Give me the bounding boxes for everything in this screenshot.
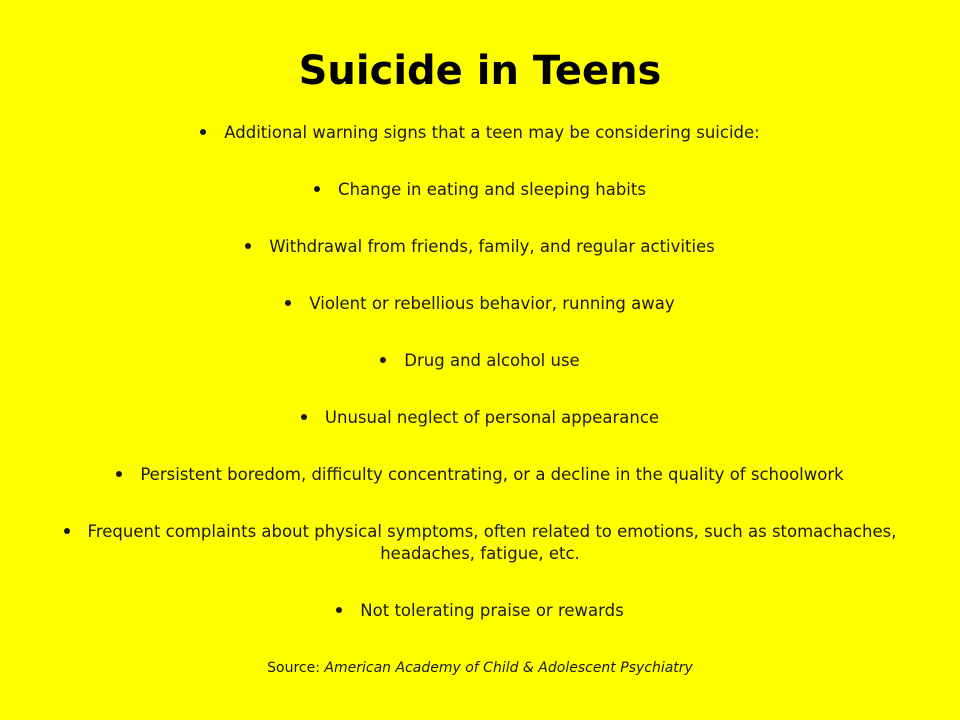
bullet-text: Persistent boredom, difficulty concentrating, or a decline in the quality of schoolwork xyxy=(140,465,844,484)
bullet-dot-icon xyxy=(380,357,386,363)
bullet-item xyxy=(0,179,960,201)
bullet-item xyxy=(0,464,960,486)
source-label: Source: xyxy=(267,660,320,676)
bullet-text: Violent or rebellious behavior, running away xyxy=(309,294,675,313)
bullet-text: Change in eating and sleeping habits xyxy=(338,180,646,199)
bullet-item xyxy=(0,600,960,622)
bullet-dot-icon xyxy=(314,186,320,192)
bullet-dot-icon xyxy=(245,243,251,249)
bullet-text: Withdrawal from friends, family, and regular activities xyxy=(269,237,715,256)
bullet-dot-icon xyxy=(336,607,342,613)
bullet-dot-icon xyxy=(301,414,307,420)
bullet-item xyxy=(0,407,960,429)
bullet-item xyxy=(0,521,960,565)
bullet-text: Frequent complaints about physical symptoms, often related to emotions, such as stomachaches, headaches, fatigue, etc. xyxy=(87,522,897,563)
bullet-item xyxy=(0,350,960,372)
bullet-item xyxy=(0,293,960,315)
source-name: American Academy of Child & Adolescent Psychiatry xyxy=(324,660,693,676)
slide-title: Suicide in Teens xyxy=(298,48,662,94)
bullet-text: Drug and alcohol use xyxy=(404,351,580,370)
bullet-dot-icon xyxy=(200,129,206,135)
bullet-dot-icon xyxy=(285,300,291,306)
bullet-text: Additional warning signs that a teen may be considering suicide: xyxy=(224,123,760,142)
bullet-dot-icon xyxy=(116,471,122,477)
bullet-text: Not tolerating praise or rewards xyxy=(360,601,624,620)
bullet-list xyxy=(0,122,960,657)
bullet-item xyxy=(0,122,960,144)
bullet-text: Unusual neglect of personal appearance xyxy=(324,408,660,427)
bullet-item xyxy=(0,236,960,258)
source-citation xyxy=(0,658,960,678)
bullet-dot-icon xyxy=(64,528,70,534)
